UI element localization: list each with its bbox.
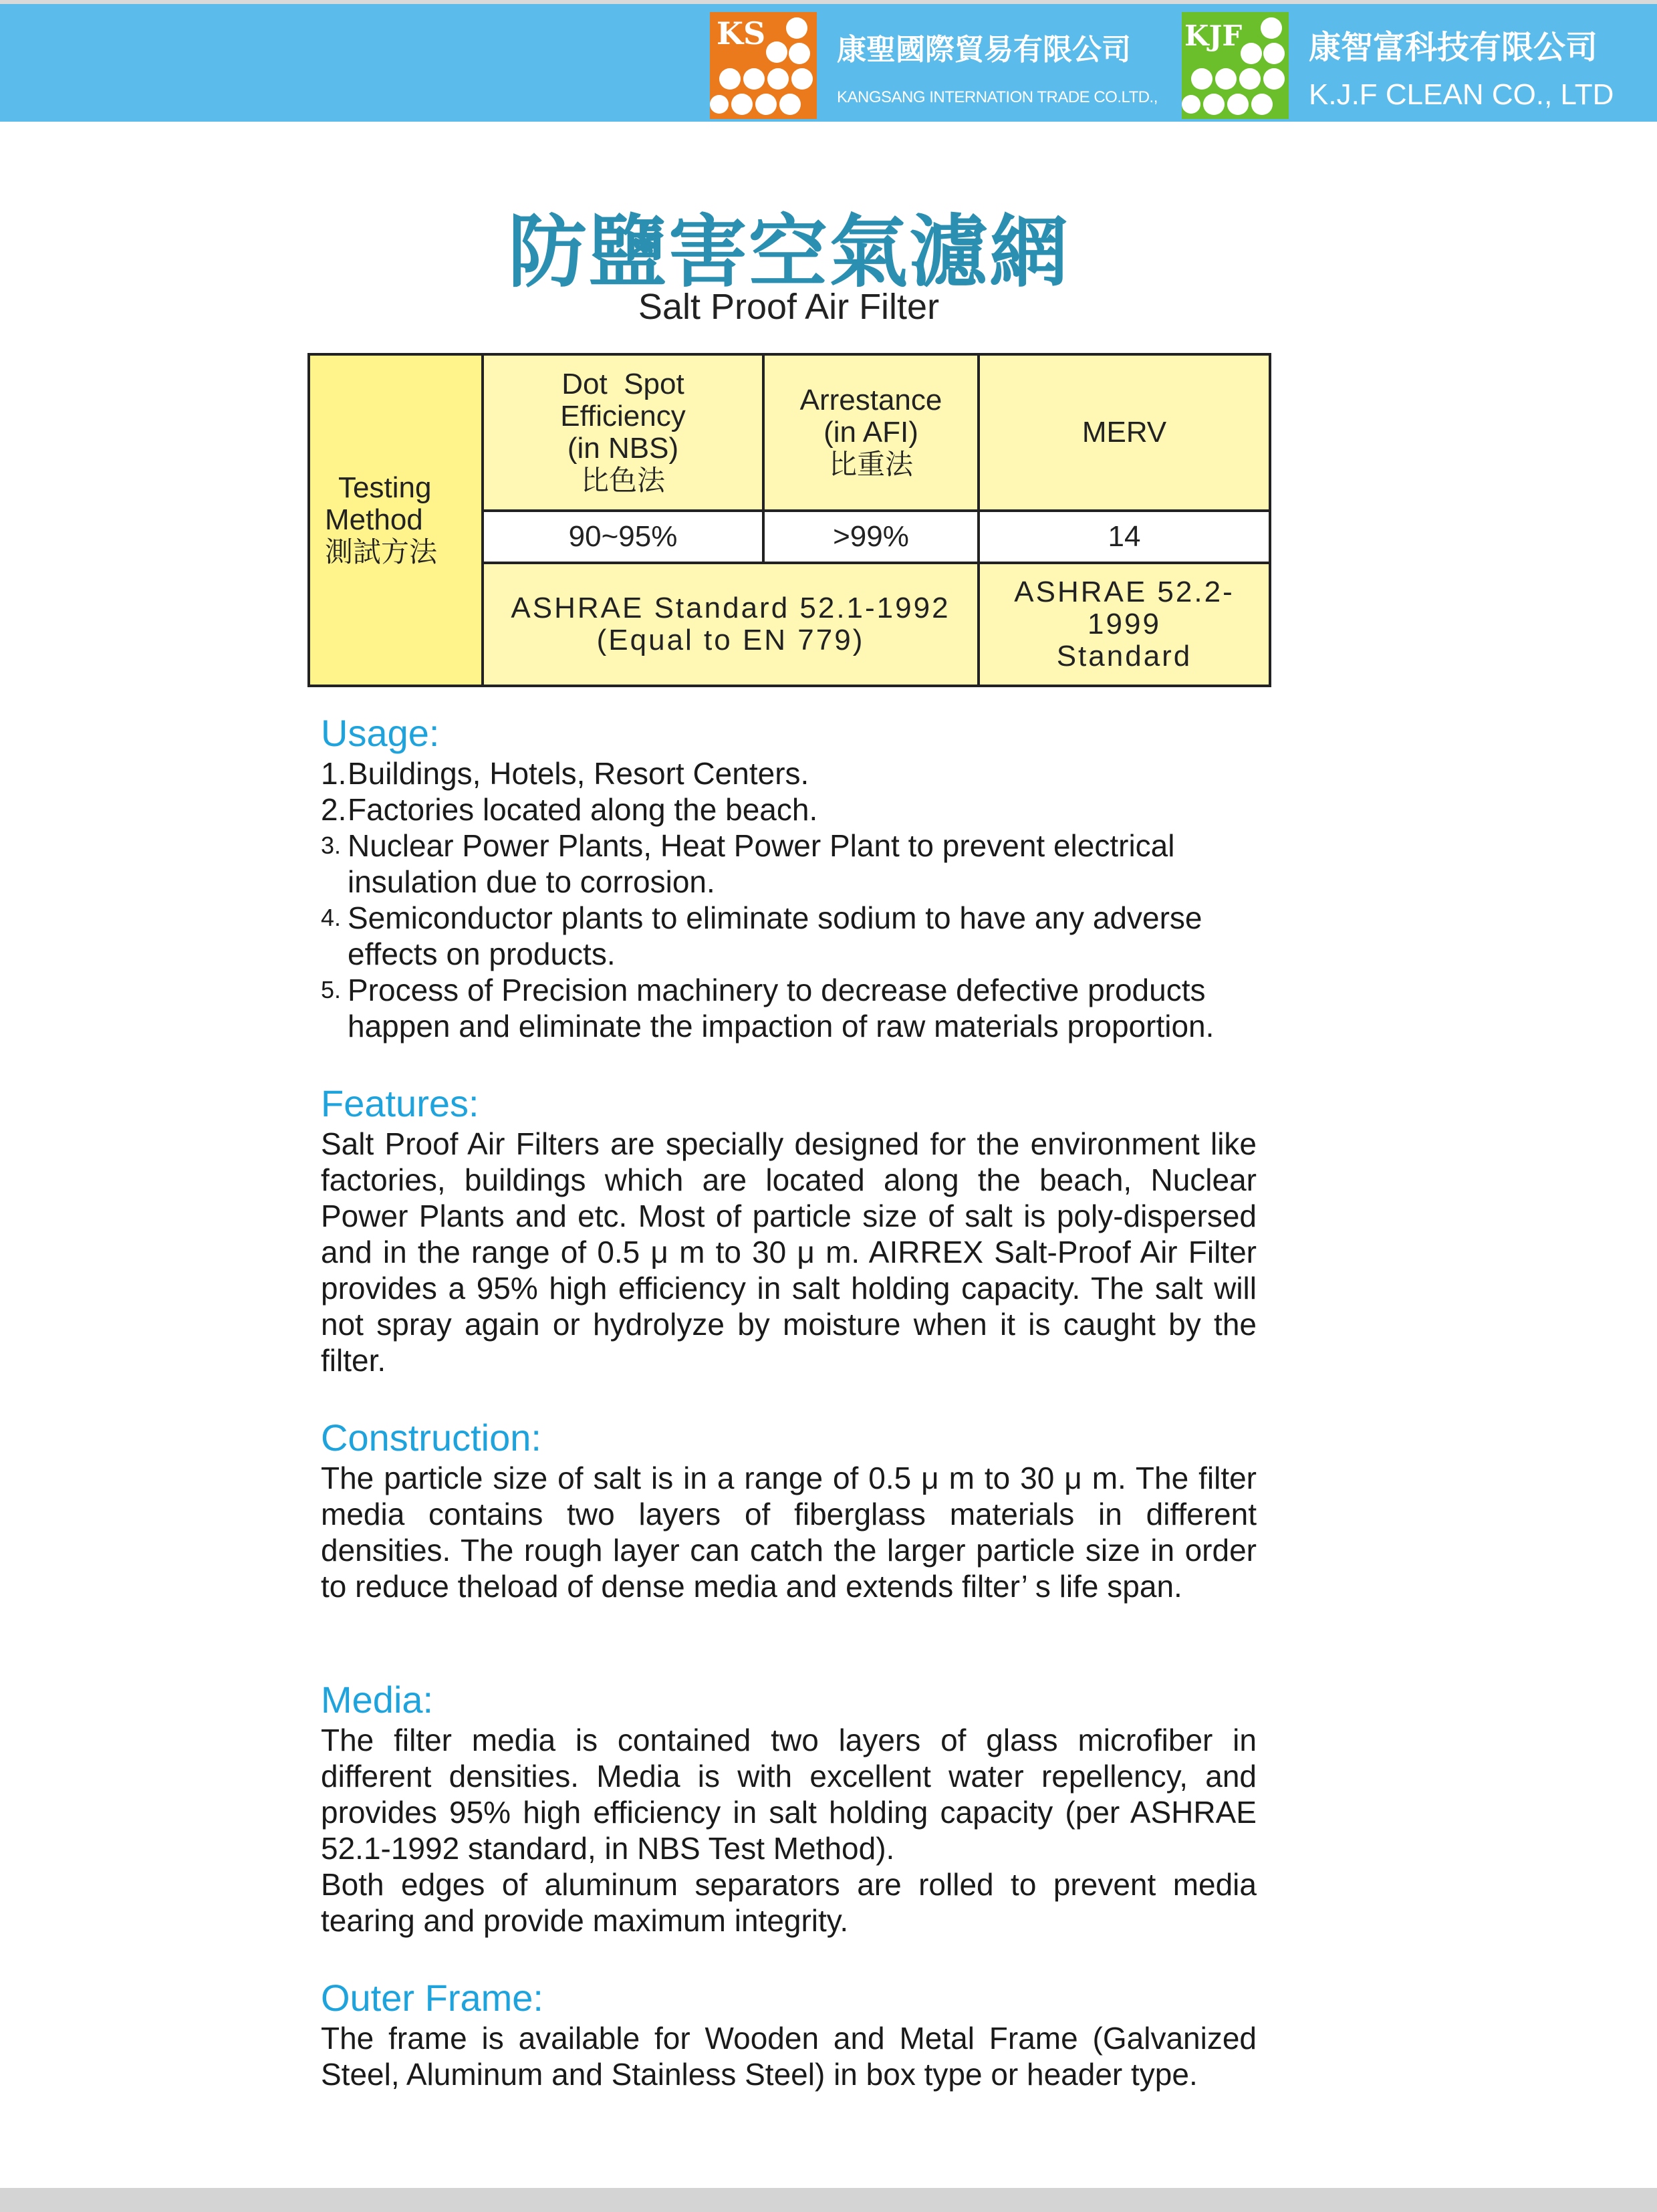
col3-value: 14 — [979, 511, 1270, 563]
standard-1-cell — [483, 563, 979, 686]
usage-num-2: 2. — [321, 792, 347, 827]
usage-num-1: 1. — [321, 756, 347, 791]
company1 — [837, 25, 1158, 107]
features-text: Salt Proof Air Filters are specially designed for the environment like factories, buildings which are located along the beach, Nuclear Power Plants and etc. Most of particle size of salt is poly-dispersed and in the range of 0.5 μ m to 30 μ m. AIRREX Salt-Proof Air Filter provides a 95% high efficiency in salt holding capacity. The salt will not spray again or hydrolyze by moisture when it is caught by the filter. — [321, 1126, 1257, 1378]
ks-logo — [710, 12, 817, 119]
usage-item — [321, 828, 1257, 900]
col3-header — [979, 354, 1270, 511]
media-text-1: The filter media is contained two layers of glass microfiber in different densities. Media is with excellent water repellency, and provides 95% high efficiency in salt holding capacity (per ASHRAE 52.1-1992 standard, in NBS Test Method). — [321, 1723, 1257, 1866]
col1-head-zh: 比色法 — [580, 464, 665, 497]
usage-line: insulation due to corrosion. — [348, 864, 715, 899]
usage-num-3: 3. — [321, 832, 342, 859]
col2-head-2: (in AFI) — [823, 416, 918, 449]
usage-line: Semiconductor plants to eliminate sodium to have any adverse — [348, 900, 1202, 935]
company2-en: K.J.F CLEAN CO., LTD — [1309, 78, 1614, 111]
footer-bar — [0, 2188, 1657, 2212]
col2-value: >99% — [763, 511, 979, 563]
col1-head-1: Dot Spot — [561, 368, 684, 400]
usage-item — [321, 972, 1257, 1044]
usage-item — [321, 755, 1257, 791]
company1-en: KANGSANG INTERNATION TRADE CO.LTD., — [837, 88, 1158, 106]
construction-title: Construction: — [321, 1417, 541, 1459]
standard-2-line2: Standard — [1056, 640, 1192, 672]
usage-num-4: 4. — [321, 904, 342, 931]
construction-section — [321, 1417, 1257, 1604]
header-band — [0, 0, 1657, 122]
outer-frame-title: Outer Frame: — [321, 1977, 543, 2019]
standard-2-line1: ASHRAE 52.2-1999 — [1014, 576, 1235, 640]
usage-line: effects on products. — [348, 937, 616, 971]
features-title: Features: — [321, 1082, 479, 1124]
col3-head: MERV — [1081, 416, 1167, 449]
outer-frame-section — [321, 1977, 1257, 2092]
col1-head-2: Efficiency — [560, 400, 686, 433]
page-title-en: Salt Proof Air Filter — [638, 287, 940, 327]
kjf-logo — [1182, 12, 1289, 119]
usage-section — [321, 713, 1257, 1044]
page-title-zh: 防鹽害空氣濾網 — [507, 206, 1069, 298]
usage-title: Usage: — [321, 712, 440, 754]
standard-1-line1: ASHRAE Standard 52.1-1992 — [511, 592, 950, 624]
spec-table — [307, 353, 1271, 687]
col1-head-3: (in NBS) — [567, 432, 679, 465]
outer-frame-text: The frame is available for Wooden and Metal Frame (Galvanized Steel, Aluminum and Stainless Steel) in box type or header type. — [321, 2021, 1257, 2092]
ks-logo-text: KS — [717, 15, 766, 51]
col2-header — [763, 354, 979, 511]
features-section — [321, 1083, 1257, 1378]
col1-header — [483, 354, 763, 511]
company2-zh: 康智富科技有限公司 — [1309, 29, 1598, 66]
col1-value: 90~95% — [483, 511, 763, 563]
construction-text: The particle size of salt is in a range of 0.5 μ m to 30 μ m. The filter media contains two layers of fiberglass materials in different densities. The rough layer can catch the larger particle size in order to reduce theload of dense media and extends filter’ s life span. — [321, 1461, 1257, 1604]
method-line2: Method — [325, 503, 423, 536]
usage-line: Nuclear Power Plants, Heat Power Plant to prevent electrical — [348, 828, 1175, 863]
method-line3: 測試方法 — [325, 535, 438, 568]
col2-head-zh: 比重法 — [828, 448, 913, 481]
standard-1-line2: (Equal to EN 779) — [596, 624, 865, 656]
method-line1: Testing — [338, 471, 432, 504]
col2-head-1: Arrestance — [799, 384, 942, 416]
usage-item — [321, 900, 1257, 972]
media-text-2: Both edges of aluminum separators are rolled to prevent media tearing and provide maximum integrity. — [321, 1867, 1257, 1938]
media-title: Media: — [321, 1679, 434, 1721]
company1-zh: 康聖國際貿易有限公司 — [837, 33, 1131, 67]
standard-2-cell — [979, 563, 1270, 686]
kjf-logo-text: KJF — [1184, 19, 1243, 52]
usage-line: happen and eliminate the impaction of raw materials proportion. — [348, 1009, 1215, 1043]
testing-method-cell — [309, 354, 483, 686]
usage-num-5: 5. — [321, 976, 342, 1003]
usage-line: Factories located along the beach. — [348, 792, 818, 827]
company2 — [1309, 21, 1614, 112]
usage-item — [321, 791, 1257, 828]
usage-line: Process of Precision machinery to decrease defective products — [348, 973, 1206, 1007]
usage-line: Buildings, Hotels, Resort Centers. — [348, 756, 809, 791]
media-section — [321, 1679, 1257, 1939]
